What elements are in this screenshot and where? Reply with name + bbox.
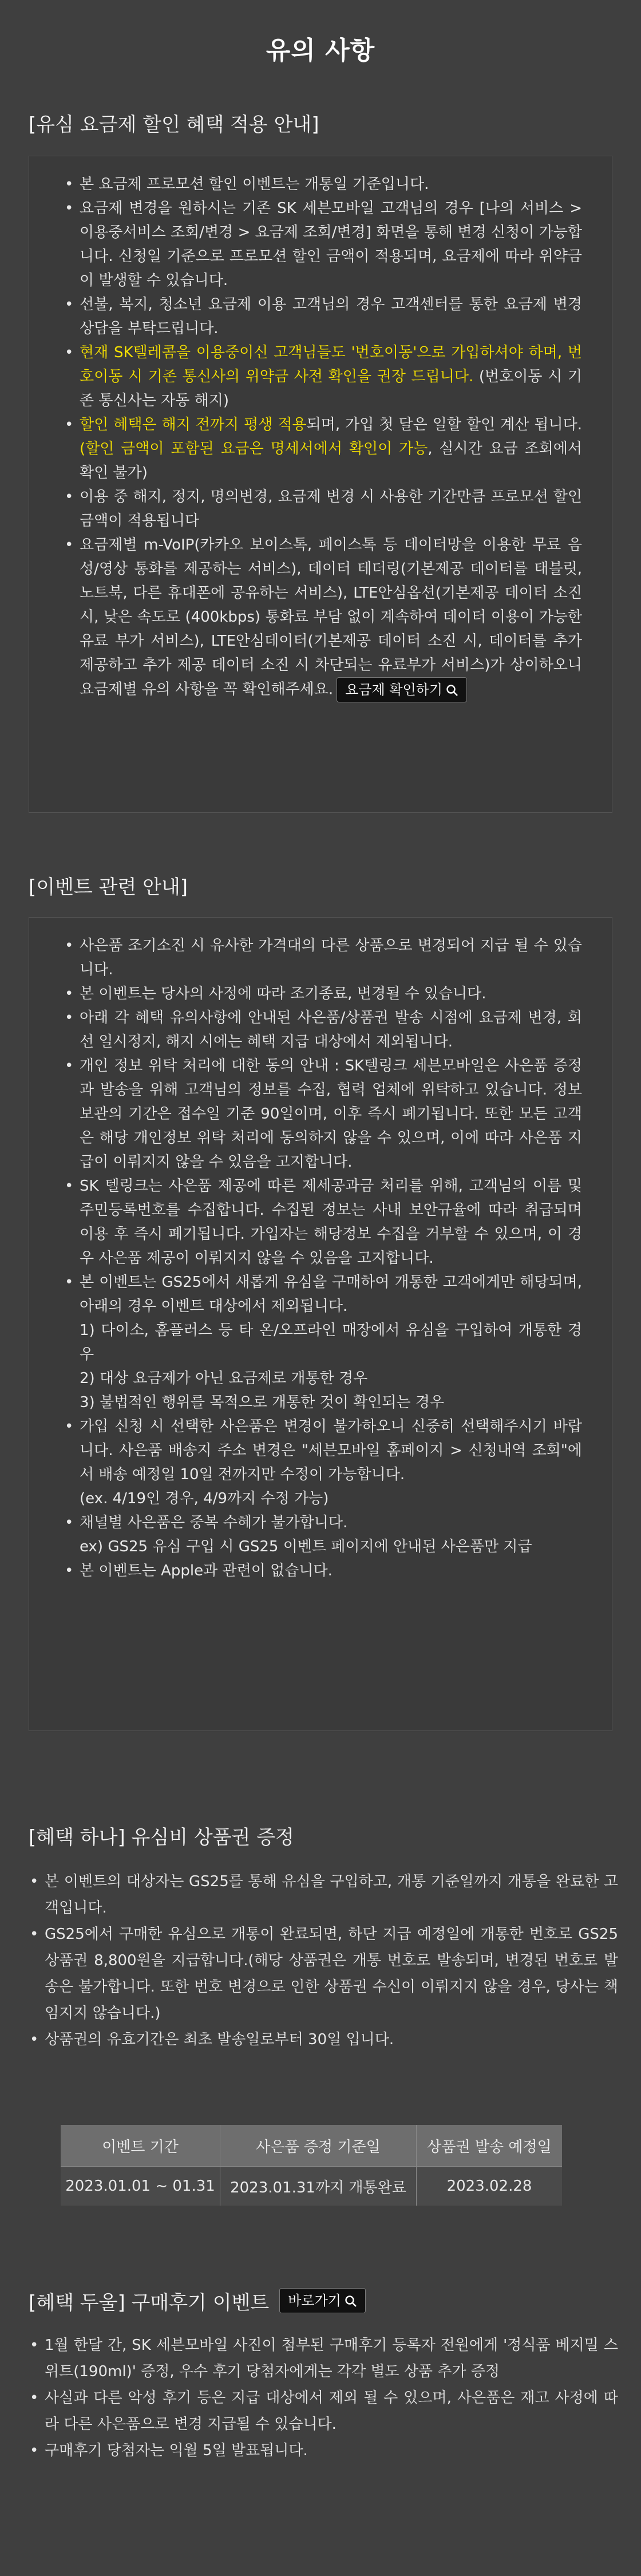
table-cell: 2023.02.28 xyxy=(417,2167,563,2206)
note-text: 되며, 가입 첫 달은 일할 할인 계산 됩니다. xyxy=(306,416,582,433)
list-item xyxy=(64,413,582,485)
benefit-two-notes xyxy=(29,2332,618,2464)
section-title-benefit-two: [혜택 두울] 구매후기 이벤트 xyxy=(29,2291,270,2314)
highlight-text: (할인 금액이 포함된 요금은 명세서에서 확인이 가능 xyxy=(80,440,428,457)
list-item: • 개인 정보 위탁 처리에 대한 동의 안내 : SK텔링크 세븐모바일은 사은품 증정과 발송을 위해 고객님의 정보를 수집, 협력 업체에 위탁하고 있습니다. 정보 보관의 기간은 접수일 기준 90일이며, 이후 즉시 폐기됩니다. 또한 모든 고객은 해당 개인정보 위탁 처리에 동의하지 않을 수 있으며, 이에 따라 사은품 지급이 이뤄지지 않을 수 있음을 고지합니다. xyxy=(64,1054,582,1174)
table-row xyxy=(61,2167,562,2206)
list-item: • 아래 각 혜택 유의사항에 안내된 사은품/상품권 발송 시점에 요금제 변경, 회선 일시정지, 해지 시에는 혜택 지급 대상에서 제외됩니다. xyxy=(64,1006,582,1054)
go-to-review-button-label: 바로가기 xyxy=(288,2293,341,2309)
list-item: • 1월 한달 간, SK 세븐모바일 사진이 첨부된 구매후기 등록자 전원에게 '정식품 베지밀 스위트(190ml)' 증정, 우수 후기 당첨자에게는 각각 별도 상품 추가 증정 xyxy=(29,2332,618,2385)
list-item: • 선불, 복지, 청소년 요금제 이용 고객님의 경우 고객센터를 통한 요금제 변경 상담을 부탁드립니다. xyxy=(64,293,582,341)
benefit-schedule-table xyxy=(61,2125,562,2206)
section-title-event-info: [이벤트 관련 안내] xyxy=(29,876,188,899)
event-info-box xyxy=(29,917,612,1731)
list-subitem: (ex. 4/19인 경우, 4/9까지 수정 가능) xyxy=(80,1490,329,1507)
check-plan-button-label: 요금제 확인하기 xyxy=(345,682,443,698)
table-header: 이벤트 기간 xyxy=(61,2125,220,2167)
list-subitem: 2) 대상 요금제가 아닌 요금제로 개통한 경우 xyxy=(80,1370,368,1387)
table-cell: 2023.01.01 ~ 01.31 xyxy=(61,2167,220,2206)
search-icon xyxy=(345,2295,357,2308)
highlight-text: 현재 SK텔레콤을 이용중이신 고객님들도 '번호이동'으로 가입하셔야 하며, 번호이동 시 기존 통신사의 위약금 사전 확인을 권장 드립니다. xyxy=(80,344,582,385)
list-item: • 이용 중 해지, 정지, 명의변경, 요금제 변경 시 사용한 기간만큼 프로모션 할인 금액이 적용됩니다 xyxy=(64,485,582,533)
section-title-benefit-one: [혜택 하나] 유심비 상품권 증정 xyxy=(29,1826,294,1849)
table-header: 상품권 발송 예정일 xyxy=(417,2125,563,2167)
list-item: • 본 이벤트의 대상자는 GS25를 통해 유심을 구입하고, 개통 기준일까지 개통을 완료한 고객입니다. xyxy=(29,1868,618,1921)
list-subitem: 3) 불법적인 행위를 목적으로 개통한 것이 확인되는 경우 xyxy=(80,1394,445,1411)
list-item: • 본 이벤트는 Apple과 관련이 없습니다. xyxy=(64,1559,582,1583)
list-item: • 요금제 변경을 원하시는 기존 SK 세븐모바일 고객님의 경우 [나의 서비스 > 이용중서비스 조회/변경 > 요금제 조회/변경] 화면을 통해 변경 신청이 가능합니다. 신청일 기준으로 프로모션 할인 금액이 적용되며, 요금제에 따라 위약금이 발생할 수 있습니다. xyxy=(64,196,582,293)
go-to-review-button[interactable] xyxy=(279,2288,366,2313)
list-item: • GS25에서 구매한 유심으로 개통이 완료되면, 하단 지급 예정일에 개통한 번호로 GS25 상품권 8,800원을 지급합니다.(해당 상품권은 개통 번호로 발송되며, 변경된 번호로 발송은 불가합니다. 또한 번호 변경으로 인한 상품권 수신이 이뤄지지 않을 경우, 당사는 책임지지 않습니다.) xyxy=(29,1921,618,2026)
section-header-benefit-two xyxy=(29,2286,366,2315)
list-item: • 가입 신청 시 선택한 사은품은 변경이 불가하오니 신중히 선택해주시기 바랍니다. 사은품 배송지 주소 변경은 "세븐모바일 홈페이지 > 신청내역 조회"에서 배송 예정일 10일 전까지만 수정이 가능합니다. xyxy=(64,1415,582,1487)
list-item xyxy=(64,341,582,413)
table-header: 사은품 증정 기준일 xyxy=(220,2125,417,2167)
note-text: (번호이동 시 기존 통신사는 자동 해지) xyxy=(80,368,582,409)
table-cell: 2023.01.31까지 개통완료 xyxy=(220,2167,417,2206)
list-item: • 사은품 조기소진 시 유사한 가격대의 다른 상품으로 변경되어 지급 될 수 있습니다. xyxy=(64,934,582,982)
page-title: 유의 사항 xyxy=(266,36,375,65)
benefit-one-notes xyxy=(29,1868,618,2053)
list-item: • 구매후기 당첨자는 익월 5일 발표됩니다. xyxy=(29,2437,618,2464)
section-title-plan-discount: [유심 요금제 할인 혜택 적용 안내] xyxy=(29,113,319,136)
list-item: • 사실과 다른 악성 후기 등은 지급 대상에서 제외 될 수 있으며, 사은품은 재고 사정에 따라 다른 사은품으로 변경 지급될 수 있습니다. xyxy=(29,2385,618,2437)
list-item: • 상품권의 유효기간은 최초 발송일로부터 30일 입니다. xyxy=(29,2026,618,2053)
list-item: • SK 텔링크는 사은품 제공에 따른 제세공과금 처리를 위해, 고객님의 이름 및 주민등록번호를 수집합니다. 수집된 정보는 사내 보안규율에 따라 취급되며 이용 후 즉시 폐기됩니다. 가입자는 해당정보 수집을 거부할 수 있으며, 이 경우 사은품 제공이 이뤄지지 않을 수 있음을 고지합니다. xyxy=(64,1174,582,1270)
list-item xyxy=(64,533,582,702)
note-text: 요금제별 m-VoIP(카카오 보이스톡, 페이스톡 등 데이터망을 이용한 무료 음성/영상 통화를 제공하는 서비스), 데이터 테더링(기본제공 데이터를 태블릿, 노트북, 다른 휴대폰에 공유하는 서비스), LTE안심옵션(기본제공 데이터 소진 시, 낮은 속도로 (400kbps) 통화료 부담 없이 계속하여 데이터 이용이 가능한 유료 부가 서비스), LTE안심데이터(기본제공 데이터 소진 시, 데이터를 추가 제공하고 추가 제공 데이터 소진 시 차단되는 유료부가 서비스)가 상이하오니 요금제별 유의 사항을 꼭 확인해주세요. xyxy=(80,536,582,698)
list-item: • 채널별 사은품은 중복 수혜가 불가합니다. xyxy=(64,1511,582,1535)
table-header-row xyxy=(61,2125,562,2167)
list-item: • 본 이벤트는 당사의 사정에 따라 조기종료, 변경될 수 있습니다. xyxy=(64,982,582,1006)
plan-discount-box xyxy=(29,156,612,813)
note-text: , 실시간 요금 조회에서 확인 불가) xyxy=(80,440,583,481)
list-item: • 본 요금제 프로모션 할인 이벤트는 개통일 기준입니다. xyxy=(64,172,582,196)
list-subitem: ex) GS25 유심 구입 시 GS25 이벤트 페이지에 안내된 사은품만 지급 xyxy=(80,1538,532,1555)
highlight-text: 할인 혜택은 해지 전까지 평생 적용 xyxy=(80,416,307,433)
check-plan-button[interactable] xyxy=(337,677,467,702)
list-item: • 본 이벤트는 GS25에서 새롭게 유심을 구매하여 개통한 고객에게만 해당되며, 아래의 경우 이벤트 대상에서 제외됩니다. xyxy=(64,1270,582,1318)
list-subitem: 1) 다이소, 홈플러스 등 타 온/오프라인 매장에서 유심을 구입하여 개통한 경우 xyxy=(80,1322,582,1363)
search-icon xyxy=(446,684,458,697)
